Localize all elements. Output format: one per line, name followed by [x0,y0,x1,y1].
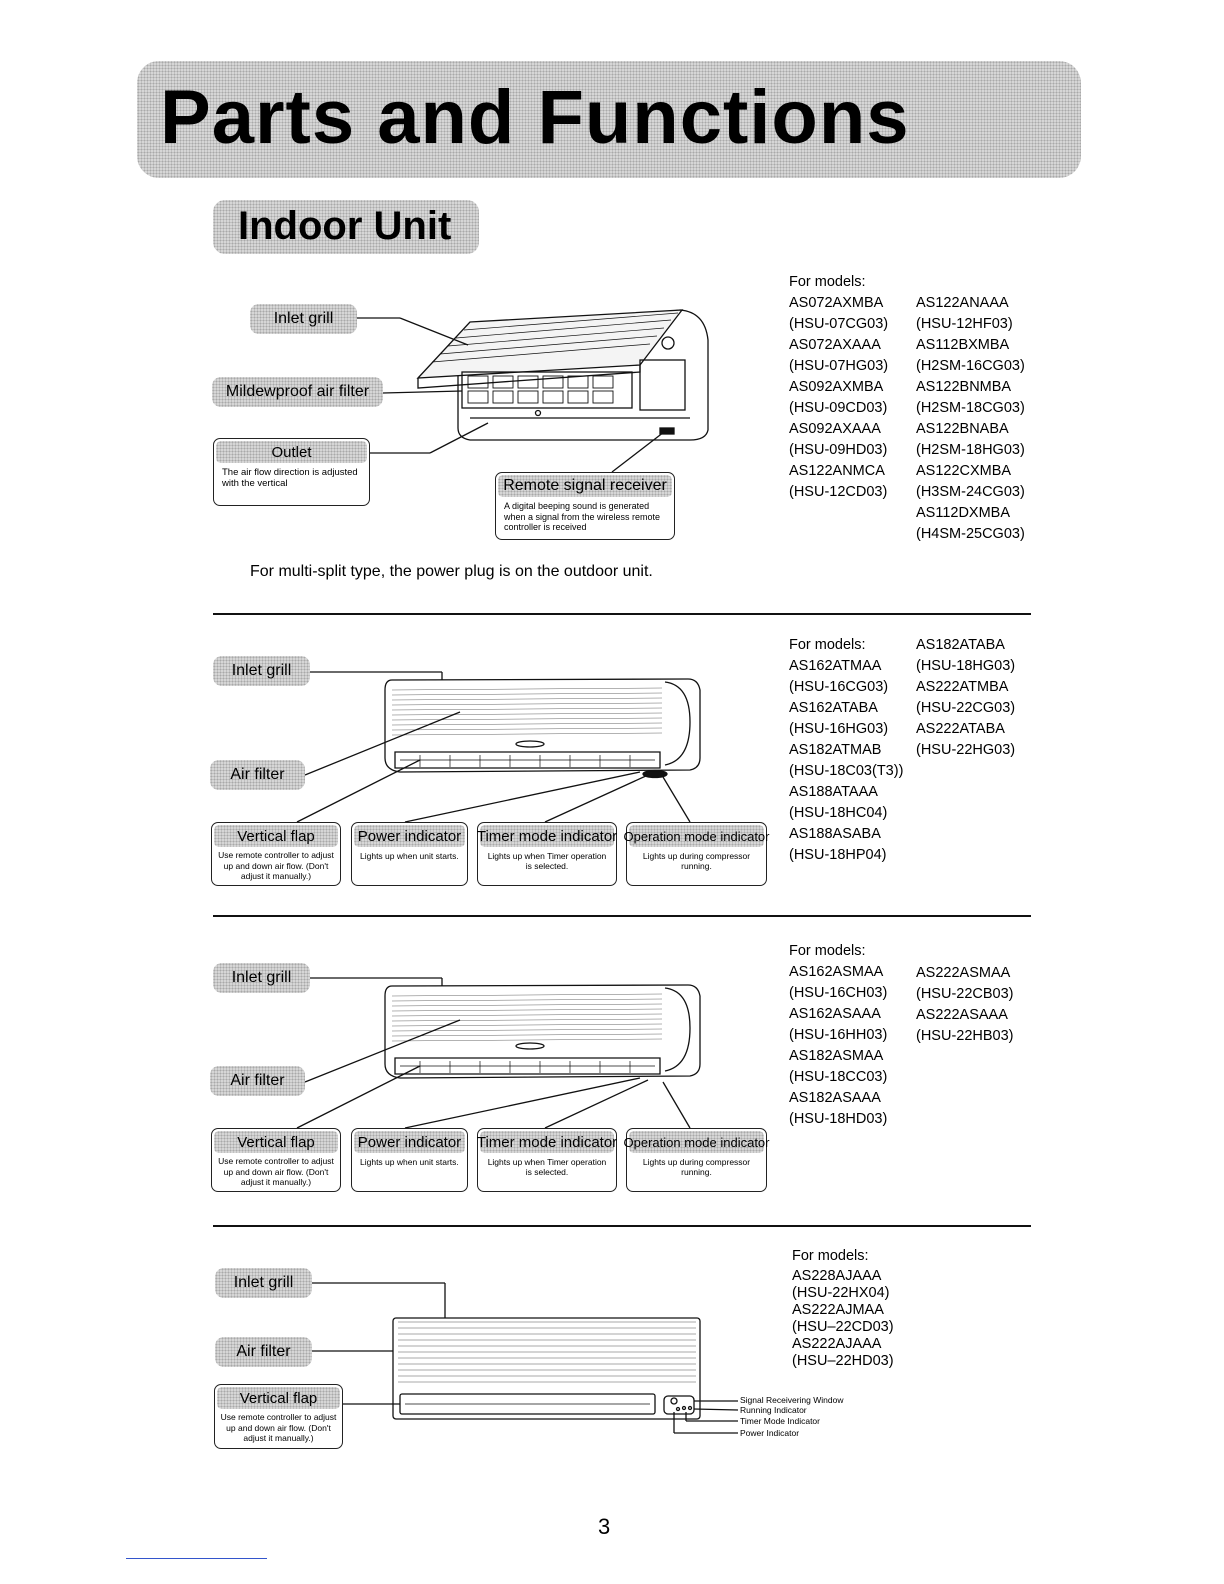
model-entry: (HSU-07HG03) [789,358,889,374]
model-entry: AS228AJAAA [792,1268,882,1284]
remote-receiver-title: Remote signal receiver [498,475,672,497]
model-entry: (HSU-09HD03) [789,442,888,458]
vertical-flap-title: Vertical flap [214,825,338,847]
timer-indicator-desc: Lights up when Timer operation is selected. [487,851,607,871]
model-entry: (HSU-22CB03) [916,986,1014,1002]
label-mildewproof-filter: Mildewproof air filter [212,377,383,407]
indicator-label-signal: Signal Receivering Window [740,1395,844,1405]
model-entry: (HSU-18HG03) [916,658,1016,674]
footer-line [126,1558,267,1559]
model-entry: AS182ASAAA [789,1090,881,1106]
remote-receiver-desc: A digital beeping sound is generated when a signal from the wireless remote controller is received [504,501,661,532]
vertical-flap-desc: Use remote controller to adjust up and down air flow. (Don't adjust it manually.) [218,850,334,881]
model-entry: (H2SM-16CG03) [916,358,1025,374]
power-indicator-title: Power indicator [354,1131,465,1153]
model-entry: (H2SM-18HG03) [916,442,1025,458]
page-number: 3 [598,1514,611,1539]
models-list-2a [789,656,903,866]
multi-split-note: For multi-split type, the power plug is on the outdoor unit. [250,563,653,580]
model-entry: (HSU-18HD03) [789,1111,888,1127]
timer-indicator-title: Timer mode indicator [480,1131,614,1153]
model-entry: (HSU-12CD03) [789,484,888,500]
operation-indicator-desc: Lights up during compressor running. [642,851,751,871]
models-list-3b [916,963,1014,1047]
model-entry: AS182ATABA [916,637,1005,653]
model-entry: AS162ATABA [789,700,878,716]
model-entry: (HSU-09CD03) [789,400,888,416]
model-entry: AS182ASMAA [789,1048,884,1064]
model-entry: AS222ATABA [916,721,1005,737]
unit-2-drawing [385,679,700,778]
indicator-label-power: Power Indicator [740,1428,800,1438]
model-entry: AS222ASAAA [916,1007,1008,1023]
label-inlet-grill-3: Inlet grill [213,963,310,993]
model-entry: (HSU-22HB03) [916,1028,1014,1044]
models-heading-1: For models: [789,274,866,290]
model-entry: AS188ASABA [789,826,881,842]
model-entry: AS222ASMAA [916,965,1011,981]
models-list-3a [789,962,887,1130]
models-list-2b [916,635,1015,761]
divider-1 [213,613,1031,615]
unit-4-drawing [393,1318,700,1419]
model-entry: (HSU-16HG03) [789,721,889,737]
power-indicator-desc: Lights up when unit starts. [360,1157,459,1167]
divider-3 [213,1225,1031,1227]
operation-indicator-title: Operation mode indicator [629,825,764,847]
model-entry: AS072AXMBA [789,295,884,311]
vertical-flap-callout-2 [211,822,341,886]
model-entry: AS112BXMBA [916,337,1010,353]
model-entry: AS222ATMBA [916,679,1009,695]
model-entry: AS222AJMAA [792,1302,884,1318]
power-indicator-callout-3 [351,1128,468,1192]
model-entry: AS122ANAAA [916,295,1009,311]
model-entry: (HSU–22HD03) [792,1353,894,1369]
models-list-1b [916,293,1025,545]
model-entry: (HSU–22CD03) [792,1319,894,1335]
outlet-desc: The air flow direction is adjusted with the vertical [222,467,358,489]
model-entry: (HSU-18HC04) [789,805,888,821]
model-entry: AS162ATMAA [789,658,882,674]
remote-receiver-callout [495,472,675,540]
model-entry: (HSU-18HP04) [789,847,887,863]
model-entry: (HSU-07CG03) [789,316,889,332]
models-heading-4: For models: [792,1248,869,1264]
model-entry: (HSU-16CG03) [789,679,889,695]
divider-2 [213,915,1031,917]
model-entry: AS072AXAAA [789,337,881,353]
vertical-flap-title: Vertical flap [214,1131,338,1153]
model-entry: AS182ATMAB [789,742,882,758]
model-entry: (HSU-22CG03) [916,700,1016,716]
models-heading-2: For models: [789,637,866,653]
vertical-flap-title: Vertical flap [217,1387,340,1409]
vertical-flap-desc: Use remote controller to adjust up and down air flow. (Don't adjust it manually.) [220,1412,337,1443]
operation-indicator-title: Operation mode indicator [629,1131,764,1153]
outlet-title: Outlet [216,441,367,463]
power-indicator-desc: Lights up when unit starts. [360,851,459,861]
vertical-flap-callout-4 [214,1384,343,1449]
model-entry: (HSU-22HG03) [916,742,1016,758]
label-air-filter-3: Air filter [210,1066,305,1096]
model-entry: (H4SM-25CG03) [916,526,1025,542]
model-entry: (HSU-16HH03) [789,1027,888,1043]
label-inlet-grill-2: Inlet grill [213,656,310,686]
timer-indicator-callout-2 [477,822,617,886]
indicator-label-timer: Timer Mode Indicator [740,1416,820,1426]
model-entry: AS188ATAAA [789,784,878,800]
operation-indicator-callout-2 [623,822,770,886]
operation-indicator-desc: Lights up during compressor running. [642,1157,751,1177]
label-inlet-grill: Inlet grill [250,304,357,334]
model-entry: (HSU-16CH03) [789,985,888,1001]
model-entry: AS122BNMBA [916,379,1012,395]
model-entry: AS122BNABA [916,421,1009,437]
model-entry: AS162ASMAA [789,964,884,980]
timer-indicator-title: Timer mode indicator [480,825,614,847]
model-entry: (HSU-12HF03) [916,316,1013,332]
model-entry: AS092AXAAA [789,421,881,437]
models-list-4 [792,1268,894,1370]
model-entry: AS222AJAAA [792,1336,882,1352]
timer-indicator-callout-3 [477,1128,617,1192]
section-title: Indoor Unit [238,204,452,248]
model-entry: AS122ANMCA [789,463,885,479]
models-list-1a [789,293,888,503]
label-air-filter-4: Air filter [215,1337,312,1367]
label-air-filter-2: Air filter [210,760,305,790]
power-indicator-title: Power indicator [354,825,465,847]
model-entry: (HSU-18CC03) [789,1069,888,1085]
operation-indicator-callout-3 [623,1128,770,1192]
model-entry: AS092AXMBA [789,379,884,395]
label-inlet-grill-4: Inlet grill [215,1268,312,1298]
outlet-callout [213,438,370,506]
models-heading-3: For models: [789,943,866,959]
indicator-label-running: Running Indicator [740,1405,807,1415]
model-entry: (HSU-22HX04) [792,1285,890,1301]
power-indicator-callout-2 [351,822,468,886]
page-title: Parts and Functions [160,75,910,160]
timer-indicator-desc: Lights up when Timer operation is selected. [487,1157,607,1177]
model-entry: AS162ASAAA [789,1006,881,1022]
vertical-flap-callout-3 [211,1128,341,1192]
model-entry: (HSU-18C03(T3)) [789,763,904,779]
model-entry: AS122CXMBA [916,463,1012,479]
model-entry: (H2SM-18CG03) [916,400,1025,416]
unit-1-drawing [418,310,708,440]
model-entry: (H3SM-24CG03) [916,484,1025,500]
model-entry: AS112DXMBA [916,505,1011,521]
vertical-flap-desc: Use remote controller to adjust up and down air flow. (Don't adjust it manually.) [218,1156,334,1187]
